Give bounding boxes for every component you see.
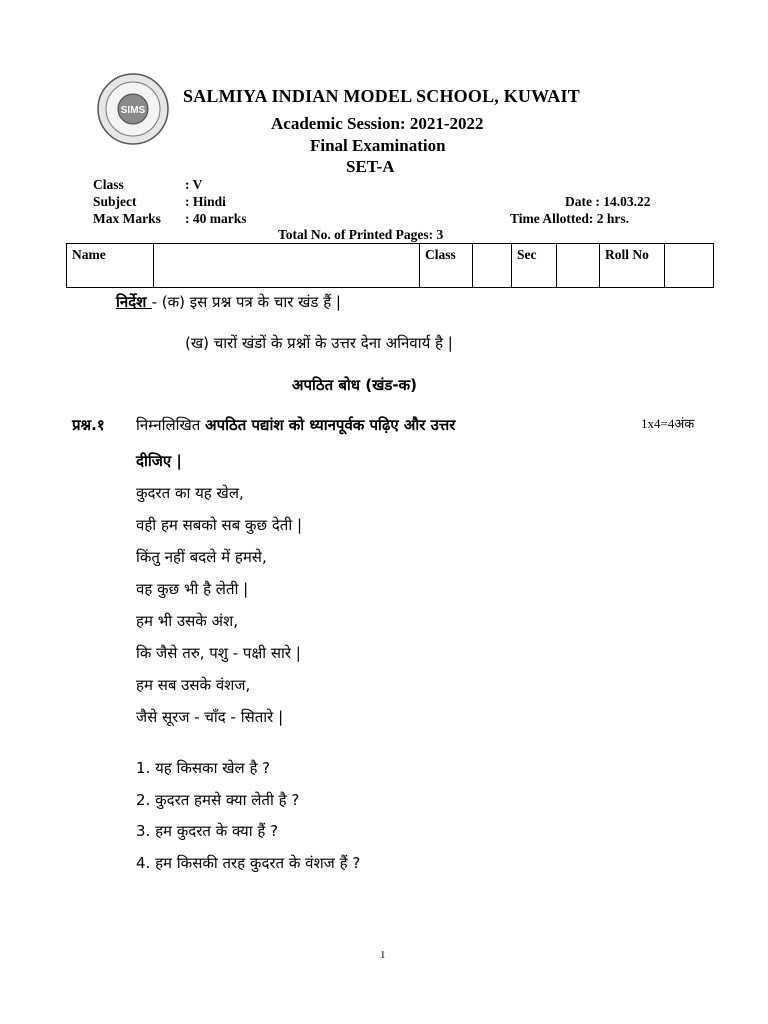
sub-questions — [136, 757, 360, 883]
class-header: Class — [420, 244, 473, 288]
exam-title: Final Examination — [310, 136, 446, 155]
academic-session: Academic Session: 2021-2022 — [271, 114, 484, 133]
logo-text: SIMS — [120, 105, 146, 116]
time-allotted: Time Allotted: 2 hrs. — [510, 211, 629, 226]
question-text — [136, 415, 455, 435]
exam-date: Date : 14.03.22 — [565, 194, 651, 209]
class-field[interactable] — [473, 244, 512, 288]
printed-pages: Total No. of Printed Pages: 3 — [278, 227, 444, 242]
poem-line: कि जैसे तरु, पशु - पक्षी सारे | — [136, 644, 301, 662]
class-label: Class — [93, 177, 124, 192]
poem-line: हम सब उसके वंशज, — [136, 676, 251, 694]
question-body: अपठित पद्यांश को ध्यानपूर्वक पढ़िए और उत्तर — [205, 416, 456, 434]
poem-line: हम भी उसके अंश, — [136, 612, 238, 630]
section-title: अपठित बोध (खंड-क) — [292, 376, 418, 394]
sub-question: 3. हम कुदरत के क्या हैं ? — [136, 822, 279, 840]
sub-question: 1. यह किसका खेल है ? — [136, 759, 271, 777]
name-header: Name — [67, 244, 154, 288]
page-number: 1 — [380, 949, 386, 961]
poem-line: जैसे सूरज - चाँद - सितारे | — [136, 708, 284, 726]
school-name: SALMIYA INDIAN MODEL SCHOOL, KUWAIT — [183, 86, 580, 106]
poem-line: वह कुछ भी है लेती | — [136, 580, 249, 598]
roll-no-header: Roll No — [600, 244, 665, 288]
instruction-text-1: - (क) इस प्रश्न पत्र के चार खंड हैं | — [151, 293, 341, 311]
poem-line: किंतु नहीं बदले में हमसे, — [136, 548, 267, 566]
sub-question: 4. हम किसकी तरह कुदरत के वंशज हैं ? — [136, 853, 361, 872]
subject-label: Subject — [93, 194, 137, 209]
sec-field[interactable] — [557, 244, 600, 288]
instruction-lead: निर्देश — [116, 293, 152, 311]
student-info-table — [66, 243, 714, 288]
class-value: : V — [185, 177, 203, 192]
sec-header: Sec — [512, 244, 557, 288]
roll-no-field[interactable] — [665, 244, 714, 288]
sub-question: 2. कुदरत हमसे क्या लेती है ? — [136, 790, 300, 809]
poem-line: कुदरत का यह खेल, — [136, 484, 244, 502]
poem-line: वही हम सबको सब कुछ देती | — [136, 516, 303, 534]
set-label: SET-A — [346, 157, 395, 176]
question-marks: 1x4=4अंक — [641, 416, 695, 431]
name-field[interactable] — [154, 244, 420, 288]
school-logo — [96, 72, 170, 146]
subject-value: : Hindi — [185, 194, 226, 209]
instruction-line-2: (ख) चारों खंडों के प्रश्नों के उत्तर देना अनिवार्य है | — [185, 334, 453, 352]
poem — [136, 482, 302, 738]
question-text-continued: दीजिए | — [136, 452, 182, 470]
instruction-line-1 — [116, 292, 341, 312]
max-marks-value: : 40 marks — [185, 211, 247, 226]
question-number: प्रश्न.१ — [72, 416, 105, 434]
question-lead: निम्नलिखित — [136, 416, 206, 434]
max-marks-label: Max Marks — [93, 211, 161, 226]
